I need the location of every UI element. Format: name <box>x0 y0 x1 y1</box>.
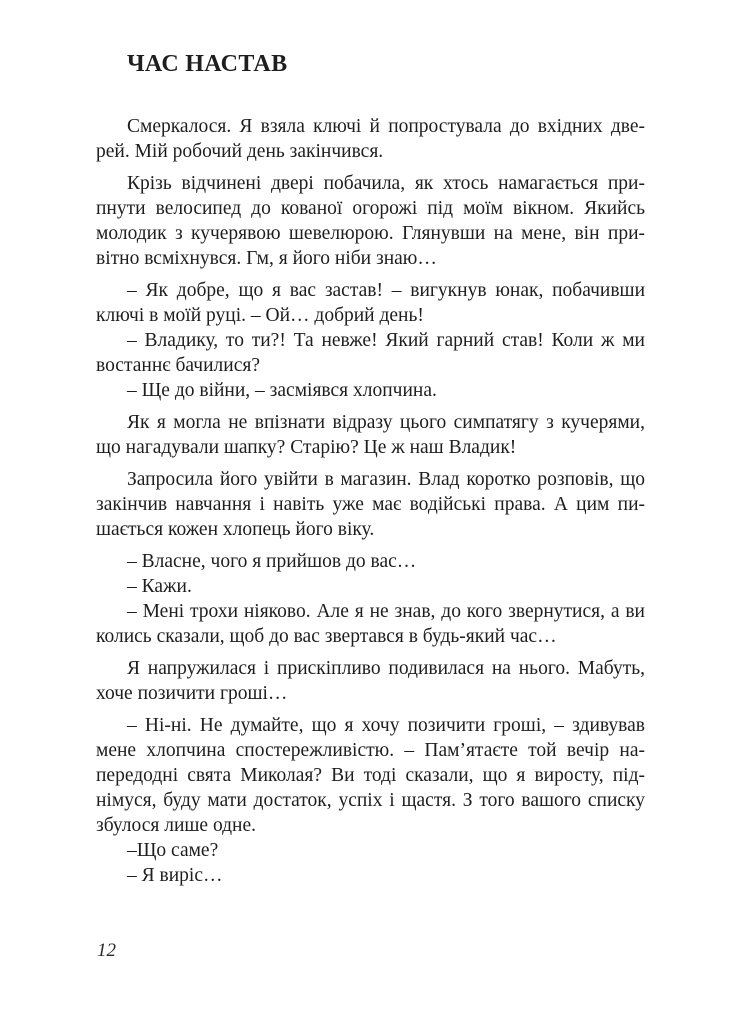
text-line: пнути велосипед до кованої огорожі під моїм вікном. Якийсь <box>96 198 645 219</box>
text-line: – Владику, то ти?! Та невже! Який гарний став! Коли ж ми <box>127 330 645 351</box>
text-line: Смеркалося. Я взяла ключі й попростувала до вхідних две- <box>127 116 645 137</box>
text-line: – Ні-ні. Не думайте, що я хочу позичити гроші, – здивував <box>127 715 645 736</box>
text-line: Я напружилася і прискіпливо подивилася на нього. Мабуть, <box>127 658 645 679</box>
text-line: Крізь відчинені двері побачила, як хтось намагається при- <box>127 173 645 194</box>
text-line: –Що саме? <box>127 840 219 861</box>
page-number: 12 <box>97 940 116 961</box>
text-line: молодик з кучерявою шевелюрою. Глянувши на мене, він при- <box>96 223 645 244</box>
text-line: Запросила його увійти в магазин. Влад коротко розповів, що <box>127 469 645 490</box>
text-line: – Я виріс… <box>127 865 223 886</box>
text-line: мене хлопчина спостережливістю. – Пам’ятаєте той вечір на- <box>96 740 645 761</box>
text-line: передодні свята Миколая? Ви тоді сказали, що я виросту, під- <box>96 765 645 786</box>
paragraph <box>96 114 645 164</box>
paragraph <box>96 656 645 706</box>
paragraph <box>96 713 645 838</box>
paragraph <box>96 278 645 328</box>
paragraph <box>96 328 645 378</box>
text-line: востаннє бачилися? <box>96 355 260 376</box>
text-line: – Мені трохи ніяково. Але я не знав, до кого звернутися, а ви <box>127 601 645 622</box>
paragraph <box>96 838 645 863</box>
text-line: – Власне, чого я прийшов до вас… <box>127 551 417 572</box>
text-line: шається кожен хлопець його віку. <box>96 519 375 540</box>
text-line: – Як добре, що я вас застав! – вигукнув юнак, побачивши <box>127 280 645 301</box>
paragraph <box>96 549 645 574</box>
text-line: Як я могла не впізнати відразу цього симпатягу з кучерями, <box>127 412 645 433</box>
text-line: хоче позичити гроші… <box>96 683 288 704</box>
text-line: – Кажи. <box>127 576 192 597</box>
paragraph <box>96 574 645 599</box>
text-line: рей. Мій робочий день закінчився. <box>96 141 384 162</box>
paragraph <box>96 599 645 649</box>
chapter-title: ЧАС НАСТАВ <box>127 51 288 77</box>
page-body <box>96 114 645 888</box>
text-line: – Ще до війни, – засміявся хлопчина. <box>127 380 437 401</box>
text-line: німуся, буду мати достаток, успіх і щастя. З того вашого списку <box>96 790 645 811</box>
text-line: закінчив навчання і навіть уже має водійські права. А цим пи- <box>96 494 645 515</box>
text-line: вітно всміхнувся. Гм, я його ніби знаю… <box>96 248 437 269</box>
paragraph <box>96 410 645 460</box>
text-line: збулося лише одне. <box>96 815 257 836</box>
paragraph <box>96 863 645 888</box>
text-line: ключі в моїй руці. – Ой… добрий день! <box>96 305 424 326</box>
text-line: що нагадували шапку? Старію? Це ж наш Владик! <box>96 437 517 458</box>
paragraph <box>96 467 645 542</box>
text-line: колись сказали, щоб до вас звертався в будь-який час… <box>96 626 557 647</box>
paragraph <box>96 378 645 403</box>
paragraph <box>96 171 645 271</box>
